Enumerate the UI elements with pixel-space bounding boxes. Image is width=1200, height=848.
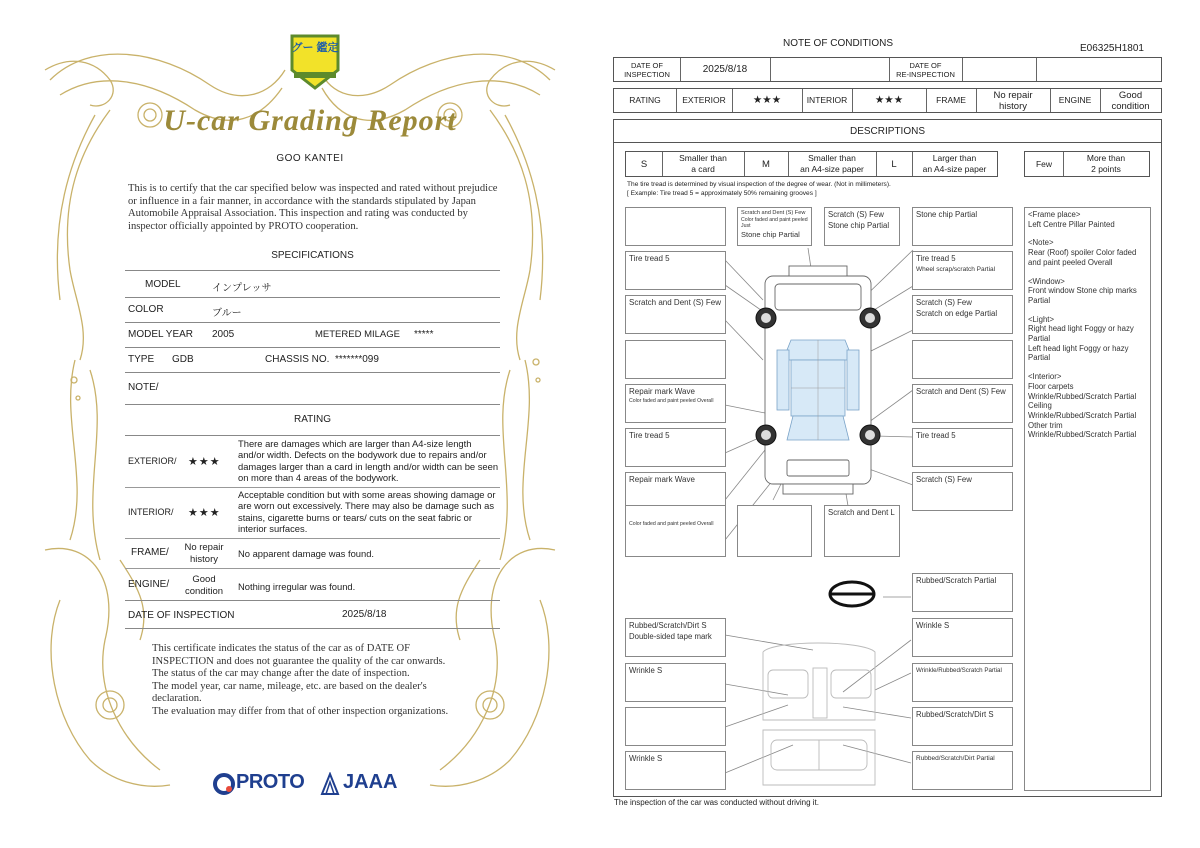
damage-box-left-5: Repair mark Wave Color faded and paint peeled Overall [625, 384, 726, 423]
color-value: ブルー [212, 308, 242, 319]
frame-label: FRAME/ [131, 547, 169, 558]
frame-value: No repair history [184, 542, 224, 565]
damage-box-bottom-1 [737, 505, 812, 557]
rating-heading: RATING [293, 414, 332, 425]
note-label: NOTE/ [128, 382, 159, 393]
interior-box-left-2: Wrinkle S [625, 663, 726, 702]
damage-box-left-1 [625, 207, 726, 246]
damage-box-right-5: Scratch and Dent (S) Few [912, 384, 1013, 423]
proto-logo-icon [213, 773, 235, 795]
damage-box-right-2: Tire tread 5 Wheel scrap/scratch Partial [912, 251, 1013, 290]
damage-box-top-2: Scratch (S) Few Stone chip Partial [824, 207, 900, 246]
date-of-inspection-label: DATE OF INSPECTION [128, 610, 235, 621]
date-of-inspection-label: DATE OF INSPECTION [624, 60, 670, 79]
few-legend [1024, 151, 1150, 177]
model-label: MODEL [145, 279, 181, 290]
frame-description: No apparent damage was found. [238, 548, 375, 559]
interior-box-right-4: Rubbed/Scratch/Dirt Partial [912, 751, 1013, 790]
color-label: COLOR [128, 304, 164, 315]
report-footer-text: This certificate indicates the status of the car as of DATE OF INSPECTION and does not guarantee the quality of the car onwards. The status of the car may change after the date of inspection. The model year, car name, mileage, etc. are based on the dealer's declaration. The evaluation may differ from that of other inspection organizations. [152, 643, 449, 717]
certificate-text: This is to certify that the car specified below was inspected and rated without prejudice or influence in a fair manner, in accordance with the standards stipulated by Japan Automobile Appraisal Association. This inspection and rating was conducted by inspector officially appointed by PROTO cooperation. [128, 183, 498, 232]
tread-note: The tire tread is determined by visual inspection of the degree of wear. (Not in millimeters). [ Example: Tire tread 5 = approximately 50% remaining grooves ] [627, 181, 891, 197]
date-of-reinspection-label: DATE OF RE-INSPECTION [896, 60, 955, 79]
interior-box-left-3 [625, 707, 726, 746]
exterior-label: EXTERIOR/ [128, 456, 177, 466]
report-id: E06325H1801 [1080, 43, 1144, 54]
damage-box-left-4 [625, 340, 726, 379]
legend-m: M [762, 158, 770, 170]
engine-label: ENGINE/ [128, 579, 170, 590]
interior-description: Acceptable condition but with some areas showing damage or are worn out excessively. There may also be damage such as stains, cigarette burns or tears/ cuts on the seat fabric or interior surfaces. [238, 489, 496, 534]
legend-few-desc: More than 2 points [1086, 153, 1126, 174]
type-value: GDB [172, 354, 194, 365]
engine-value: Good condition [184, 574, 224, 597]
damage-box-right-6: Tire tread 5 [912, 428, 1013, 467]
interior-stars: ★★★ [188, 507, 221, 519]
badge-text: グー 鑑定 [291, 42, 339, 54]
damage-box-right-4 [912, 340, 1013, 379]
conditions-title: NOTE OF CONDITIONS [783, 38, 893, 49]
frame-value: No repair history [993, 89, 1033, 112]
interior-box-right-2: Wrinkle/Rubbed/Scratch Partial [912, 663, 1013, 702]
proto-logo-text: PROTO [236, 771, 305, 793]
interior-box-left-1: Rubbed/Scratch/Dirt S Double-sided tape mark [625, 618, 726, 657]
inspection-footer-note: The inspection of the car was conducted without driving it. [614, 798, 819, 807]
date-row [613, 57, 1162, 82]
specifications-heading: SPECIFICATIONS [271, 250, 354, 261]
legend-s: S [640, 158, 648, 170]
report-subtitle: GOO KANTEI [276, 153, 344, 164]
jaaa-logo-icon [320, 772, 340, 796]
damage-box-top-1: Scratch and Dent (S) Few Color faded and paint peeled Just Stone chip Partial [737, 207, 812, 246]
legend-s-desc: Smaller than a card [679, 153, 727, 174]
interior-box-right-1: Wrinkle S [912, 618, 1013, 657]
steering-damage-box: Rubbed/Scratch Partial [912, 573, 1013, 612]
damage-box-right-1: Stone chip Partial [912, 207, 1013, 246]
size-legend [625, 151, 998, 177]
metered-milage-value: ***** [414, 329, 434, 340]
legend-l: L [891, 158, 897, 170]
jaaa-logo-text: JAAA [343, 771, 398, 793]
descriptions-heading: DESCRIPTIONS [849, 126, 925, 137]
date-of-inspection-value: 2025/8/18 [342, 609, 387, 620]
damage-box-left-6: Tire tread 5 [625, 428, 726, 467]
type-label: TYPE [128, 354, 155, 365]
interior-label: INTERIOR/ [128, 507, 174, 517]
engine-label: ENGINE [1058, 95, 1092, 105]
damage-box-left-7: Repair mark Wave [625, 472, 726, 511]
interior-stars: ★★★ [874, 94, 904, 106]
chassis-label: CHASSIS NO. [265, 354, 330, 365]
legend-l-desc: Larger than an A4-size paper [922, 153, 987, 174]
interior-label: INTERIOR [806, 95, 848, 105]
metered-milage-label: METERED MILAGE [315, 329, 400, 340]
rating-label: RATING [629, 95, 661, 105]
exterior-stars: ★★★ [752, 94, 782, 106]
damage-box-left-2: Tire tread 5 [625, 251, 726, 290]
interior-box-left-4: Wrinkle S [625, 751, 726, 790]
damage-box-right-3: Scratch (S) Few Scratch on edge Partial [912, 295, 1013, 334]
rating-row [613, 88, 1162, 113]
damage-box-bottom-2: Scratch and Dent L [824, 505, 900, 557]
legend-few: Few [1035, 158, 1053, 169]
damage-box-left-3: Scratch and Dent (S) Few [625, 295, 726, 334]
model-year-value: 2005 [212, 329, 235, 340]
damage-box-right-7: Scratch (S) Few [912, 472, 1013, 511]
date-of-inspection-value: 2025/8/18 [702, 64, 748, 75]
frame-label: FRAME [936, 95, 966, 105]
chassis-value: *******099 [335, 354, 379, 365]
model-value: インプレッサ [212, 283, 272, 294]
engine-value: Good condition [1111, 89, 1150, 112]
exterior-description: There are damages which are larger than A4-size length and/or width. Defects on the bodywork due to repairs and/or damages larger than a card in length and/or width can be seen on more than 4 areas of the bodywork. [238, 438, 499, 483]
interior-box-right-3: Rubbed/Scratch/Dirt S [912, 707, 1013, 746]
report-title: U-car Grading Report [163, 104, 457, 137]
goo-kantei-badge-icon [288, 32, 342, 92]
engine-description: Nothing irregular was found. [238, 581, 356, 592]
exterior-label: EXTERIOR [682, 95, 726, 105]
conditions-summary: <Frame place> Left Centre Pillar Painted <Note> Rear (Roof) spoiler Color faded and paint peeled Overall <Window> Front window Stone chip marks Partial <Light> Right head light Foggy or hazy Partial Left head light Foggy or hazy Partial <Interior> Floor carpets Wrinkle/Rubbed/Scratch Partial Ceiling Wrinkle/Rubbed/Scratch Partial Other trim Wrinkle/Rubbed/Scratch Partial [1024, 207, 1151, 791]
model-year-label: MODEL YEAR [128, 329, 194, 340]
damage-box-left-8: Color faded and paint peeled Overall [625, 505, 726, 557]
legend-m-desc: Smaller than an A4-size paper [800, 153, 864, 174]
exterior-stars: ★★★ [188, 456, 221, 468]
